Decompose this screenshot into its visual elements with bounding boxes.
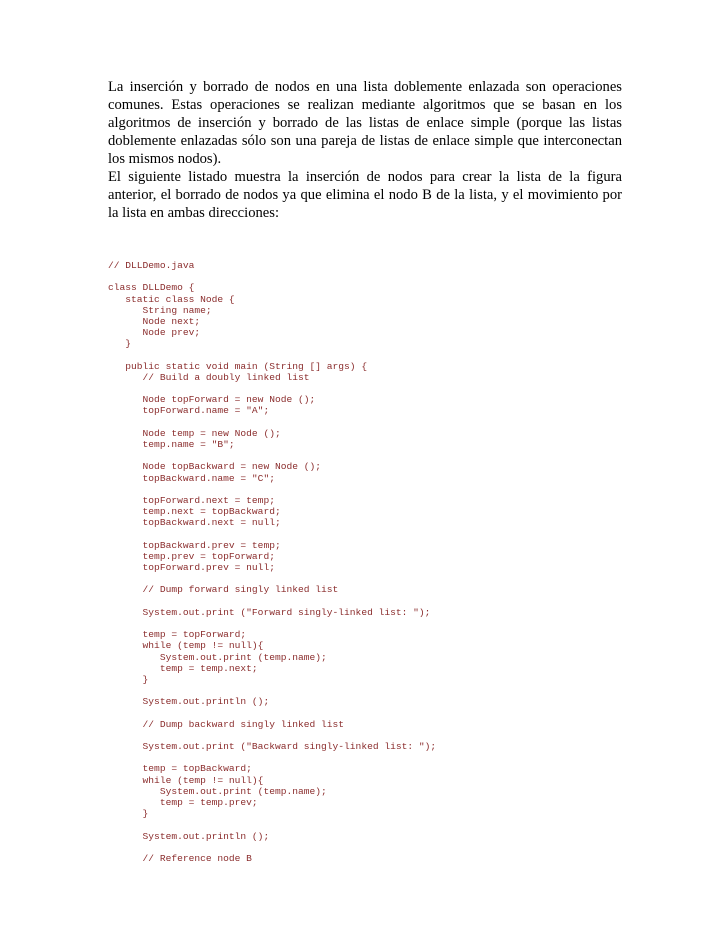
code-line: [108, 596, 668, 607]
code-listing: [108, 260, 668, 864]
code-line: }: [108, 808, 149, 820]
code-line: temp = topForward;: [108, 629, 247, 641]
code-line: [108, 417, 668, 428]
code-line: [108, 450, 668, 461]
code-line: topForward.next = temp;: [108, 494, 275, 506]
code-line: static class Node {: [108, 293, 235, 305]
code-line: System.out.print ("Forward singly-linked list: ");: [108, 606, 431, 618]
code-line: Node prev;: [108, 327, 201, 339]
code-line: [108, 350, 668, 361]
code-line: // DLLDemo.java: [108, 260, 195, 271]
code-line: [108, 383, 668, 394]
code-line: Node topForward = new Node ();: [108, 394, 316, 406]
code-line: System.out.print (temp.name);: [108, 785, 327, 797]
code-line: }: [108, 338, 132, 350]
code-line: public static void main (String [] args) {: [108, 360, 368, 372]
paragraph-intro: La inserción y borrado de nodos en una lista doblemente enlazada son operaciones comunes. Estas operaciones se realizan mediante algoritmos que se basan en los algoritmos de inserción y borrado de las listas de enlace simple (porque las listas doblemente enlazadas sólo son una pareja de listas de enlace simple que interconectan los mismos nodos).: [108, 79, 622, 167]
code-line: topBackward.name = "C";: [108, 472, 275, 484]
code-line: Node temp = new Node ();: [108, 427, 281, 439]
code-line: [108, 529, 668, 540]
code-line: [108, 730, 668, 741]
code-line: class DLLDemo {: [108, 282, 195, 294]
code-line: // Dump forward singly linked list: [108, 584, 339, 596]
code-line: [108, 842, 668, 853]
code-line: String name;: [108, 304, 212, 316]
code-line: topForward.prev = null;: [108, 562, 275, 574]
code-line: temp = temp.prev;: [108, 797, 258, 808]
code-line: temp.name = "B";: [108, 439, 235, 450]
paragraph-listing-description: El siguiente listado muestra la inserción de nodos para crear la lista de la figura anterior, el borrado de nodos ya que elimina el nodo B de la lista, y el movimiento por la lista en ambas direcciones:: [108, 169, 622, 221]
code-line: [108, 685, 668, 696]
code-line: System.out.println ();: [108, 830, 270, 842]
code-line: [108, 271, 668, 282]
code-line: // Dump backward singly linked list: [108, 718, 345, 730]
code-line: [108, 819, 668, 830]
code-line: System.out.println ();: [108, 696, 270, 708]
code-line: [108, 752, 668, 763]
code-line: while (temp != null){: [108, 640, 264, 652]
code-line: temp.next = topBackward;: [108, 506, 281, 518]
code-line: topBackward.prev = temp;: [108, 539, 281, 551]
code-line: Node next;: [108, 315, 201, 327]
code-line: temp = topBackward;: [108, 763, 252, 775]
body-text: [108, 78, 622, 222]
code-line: temp = temp.next;: [108, 662, 258, 674]
code-line: topBackward.next = null;: [108, 517, 281, 529]
code-line: }: [108, 673, 149, 685]
code-line: topForward.name = "A";: [108, 405, 270, 417]
code-line: [108, 618, 668, 629]
code-line: [108, 573, 668, 584]
code-line: while (temp != null){: [108, 774, 264, 786]
code-line: // Build a doubly linked list: [108, 371, 310, 383]
code-line: temp.prev = topForward;: [108, 550, 275, 562]
code-line: Node topBackward = new Node ();: [108, 461, 322, 473]
code-line: // Reference node B: [108, 852, 252, 864]
code-line: System.out.print (temp.name);: [108, 651, 327, 663]
code-line: [108, 708, 668, 719]
code-line: System.out.print ("Backward singly-linked list: ");: [108, 741, 437, 753]
code-line: [108, 484, 668, 495]
